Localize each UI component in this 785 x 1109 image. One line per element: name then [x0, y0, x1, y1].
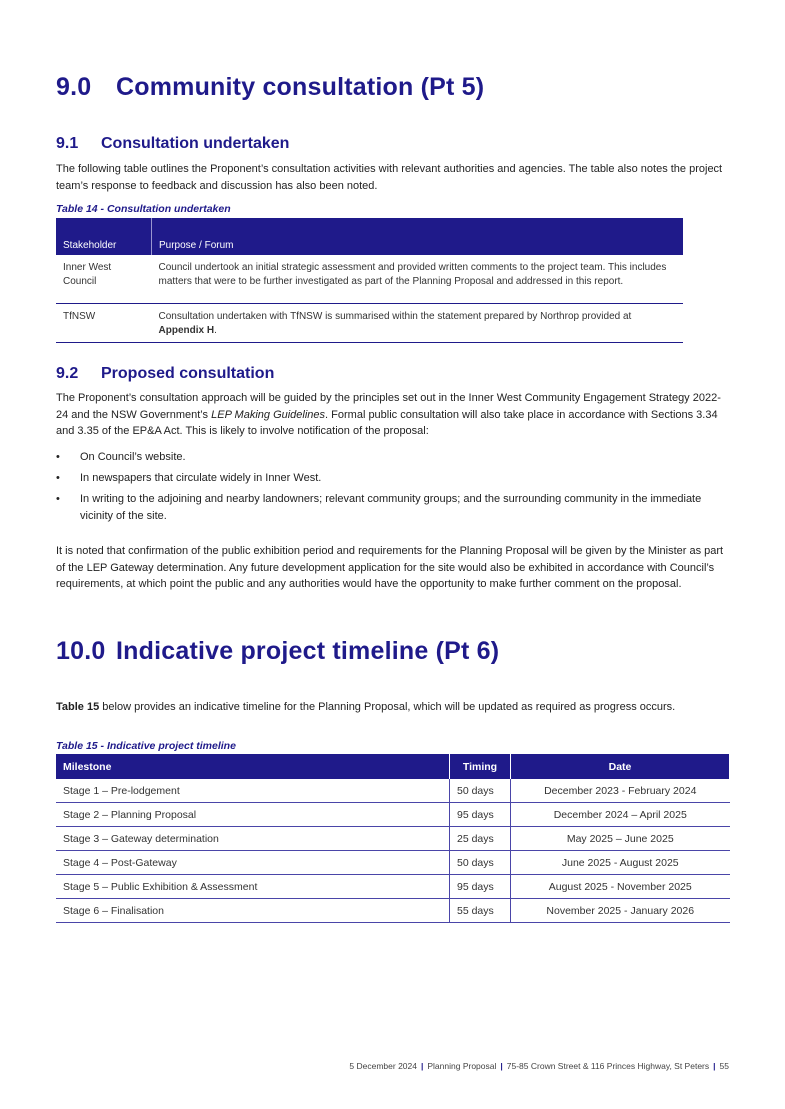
- purpose-text: Consultation undertaken with TfNSW is summarised within the statement prepared by Northrop provided at: [158, 311, 632, 322]
- timing-cell: 50 days: [450, 851, 511, 875]
- consultation-intro: The following table outlines the Proponent’s consultation activities with relevant authorities and agencies. The table also notes the project team’s response to feedback and discussion has also been noted.: [56, 163, 723, 192]
- page-footer: [349, 1061, 729, 1071]
- subsection-9-1-title: Consultation undertaken: [101, 135, 290, 152]
- milestone-cell: Stage 1 – Pre-lodgement: [56, 779, 450, 803]
- date-cell: December 2023 - February 2024: [511, 779, 730, 803]
- footer-date: 5 December 2024: [349, 1061, 417, 1071]
- timing-cell: 25 days: [450, 827, 511, 851]
- notification-list: [56, 449, 731, 529]
- purpose-cell: [152, 304, 684, 343]
- section-10-title: Indicative project timeline (Pt 6): [116, 637, 500, 665]
- table-row: [56, 827, 730, 851]
- list-item: • In writing to the adjoining and nearby landowners; relevant community groups; and the surrounding community in the immediate vicinity of the site.: [56, 491, 731, 524]
- footer-site: 75-85 Crown Street & 116 Princes Highway, St Peters: [506, 1061, 710, 1071]
- footer-separator: |: [500, 1061, 503, 1071]
- date-cell: June 2025 - August 2025: [511, 851, 730, 875]
- footer-separator: |: [420, 1061, 424, 1071]
- exhibition-note: It is noted that confirmation of the public exhibition period and requirements for the Planning Proposal will be given by the Minister as part of the LEP Gateway determination. Any future development application for the site would also be exhibited in accordance with Council’s requirements, at which point the public and any authorities would have the opportunity to make further comment on the proposal.: [56, 545, 724, 590]
- milestone-cell: Stage 2 – Planning Proposal: [56, 803, 450, 827]
- proposed-consultation-intro: [56, 390, 731, 440]
- table-14-caption: Table 14 - Consultation undertaken: [56, 203, 231, 215]
- header-date: Date: [511, 754, 730, 779]
- section-10-heading: [56, 637, 499, 666]
- timeline-intro-text: below provides an indicative timeline for the Planning Proposal, which will be updated as required as progress occurs.: [99, 701, 676, 713]
- timeline-intro: [56, 699, 731, 716]
- date-cell: December 2024 – April 2025: [511, 803, 730, 827]
- table-row: [56, 875, 730, 899]
- table-15-reference: Table 15: [56, 701, 100, 713]
- consultation-table: [56, 218, 683, 343]
- table-row: [56, 304, 683, 343]
- list-item: • In newspapers that circulate widely in Inner West.: [56, 470, 731, 487]
- header-purpose: Purpose / Forum: [152, 218, 684, 255]
- footer-document: Planning Proposal: [427, 1061, 497, 1071]
- header-milestone: Milestone: [56, 754, 450, 779]
- page-number: 55: [719, 1061, 729, 1071]
- table-row: [56, 779, 730, 803]
- subsection-9-1-number: 9.1: [56, 135, 79, 152]
- timing-cell: 50 days: [450, 779, 511, 803]
- timing-cell: 95 days: [450, 875, 511, 899]
- appendix-reference: Appendix H: [158, 325, 215, 336]
- subsection-9-2-heading: [56, 365, 274, 383]
- milestone-cell: Stage 3 – Gateway determination: [56, 827, 450, 851]
- stakeholder-cell: TfNSW: [56, 304, 152, 343]
- guidelines-reference: LEP Making Guidelines: [211, 408, 326, 421]
- intro-text: The Proponent’s consultation approach will be guided by the principles set out in the Inner West Community Engagement Strategy 2022-24 and the NSW Government’s: [56, 392, 721, 421]
- table-row: [56, 255, 683, 304]
- subsection-9-1-heading: [56, 135, 289, 153]
- footer-separator: |: [713, 1061, 716, 1071]
- table-row: [56, 899, 730, 923]
- intro-text-end: . Formal public consultation will also take place in accordance with Sections 3.34 and 3.35 of the EP&A Act. This is likely to involve notification of the proposal:: [56, 408, 718, 437]
- header-stakeholder: Stakeholder: [56, 218, 152, 255]
- table-header-row: [56, 754, 730, 779]
- stakeholder-cell: Inner West Council: [56, 255, 152, 304]
- date-cell: November 2025 - January 2026: [511, 899, 730, 923]
- timing-cell: 55 days: [450, 899, 511, 923]
- header-timing: Timing: [450, 754, 511, 779]
- timing-cell: 95 days: [450, 803, 511, 827]
- list-item: • On Council’s website.: [56, 449, 731, 466]
- date-cell: August 2025 - November 2025: [511, 875, 730, 899]
- section-9-heading: [56, 73, 484, 102]
- table-15-caption: Table 15 - Indicative project timeline: [56, 740, 236, 752]
- timeline-table: [56, 754, 730, 923]
- section-9-number: 9.0: [56, 73, 92, 101]
- date-cell: May 2025 – June 2025: [511, 827, 730, 851]
- section-10-number: 10.0: [56, 637, 106, 665]
- table-row: [56, 803, 730, 827]
- milestone-cell: Stage 4 – Post-Gateway: [56, 851, 450, 875]
- subsection-9-2-title: Proposed consultation: [101, 365, 275, 382]
- section-9-title: Community consultation (Pt 5): [116, 73, 485, 101]
- table-header-row: [56, 218, 683, 255]
- purpose-cell: Council undertook an initial strategic assessment and provided written comments to the project team. This includes matters that were to be further investigated as part of the Planning Proposal and addressed in this report.: [152, 255, 684, 304]
- purpose-text-end: .: [214, 325, 217, 336]
- milestone-cell: Stage 5 – Public Exhibition & Assessment: [56, 875, 450, 899]
- milestone-cell: Stage 6 – Finalisation: [56, 899, 450, 923]
- subsection-9-2-number: 9.2: [56, 365, 79, 382]
- table-row: [56, 851, 730, 875]
